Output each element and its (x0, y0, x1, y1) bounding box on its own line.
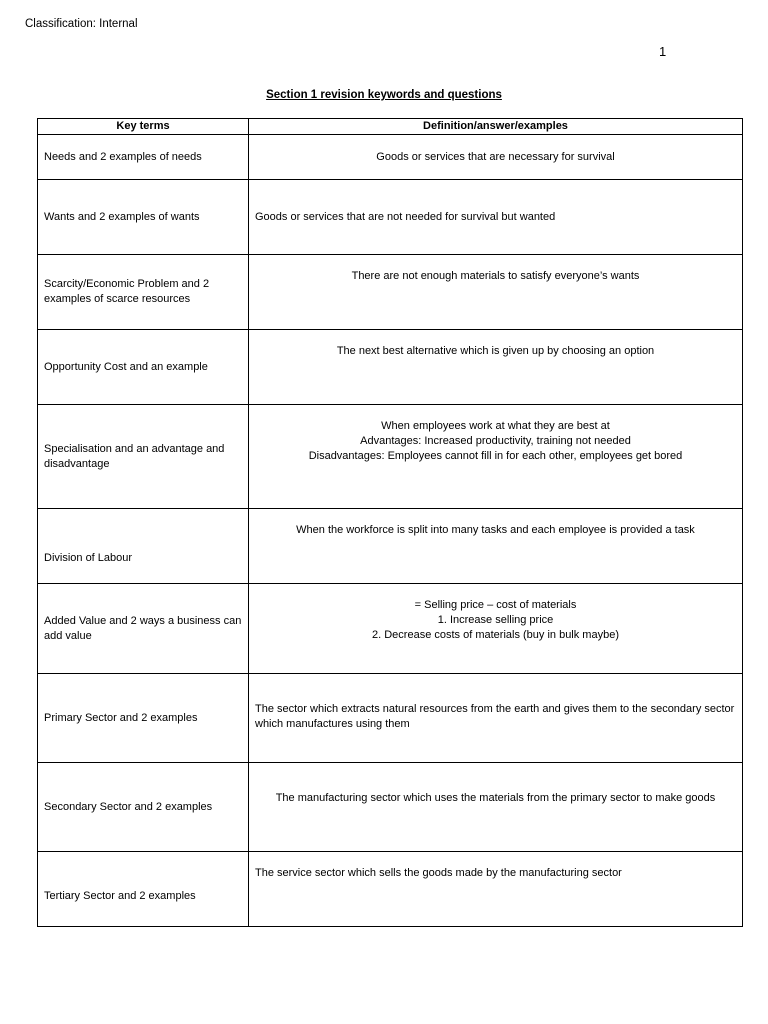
definition-text: Goods or services that are necessary for survival (376, 150, 615, 163)
term-cell: Wants and 2 examples of wants (38, 180, 249, 255)
term-cell: Division of Labour (38, 509, 249, 584)
definition-cell (249, 180, 743, 255)
definition-text: When employees work at what they are best at (381, 420, 610, 432)
definition-text: The sector which extracts natural resources from the earth and gives them to the secondary sector which manufactures using them (255, 703, 735, 730)
table-row (38, 330, 743, 405)
table-row (38, 180, 743, 255)
term-cell: Specialisation and an advantage and disadvantage (38, 405, 249, 509)
list-item: 2. Decrease costs of materials (buy in bulk maybe) (372, 629, 619, 641)
definition-cell (249, 255, 743, 330)
definition-text: The service sector which sells the goods made by the manufacturing sector (255, 867, 622, 879)
term-cell: Primary Sector and 2 examples (38, 674, 249, 763)
definition-text: There are not enough materials to satisfy everyone’s wants (351, 270, 640, 282)
definition-text: The next best alternative which is given up by choosing an option (336, 345, 655, 357)
definition-text: The manufacturing sector which uses the materials from the primary sector to make goods (275, 792, 716, 804)
table-row (38, 674, 743, 763)
column-header-key-terms: Key terms (38, 119, 249, 135)
definition-text: Advantages: Increased productivity, training not needed (360, 435, 631, 447)
definition-cell (249, 330, 743, 405)
page-number: 1 (659, 44, 667, 59)
definition-cell (249, 405, 743, 509)
definition-cell (249, 674, 743, 763)
table-row (38, 763, 743, 852)
definition-text: Goods or services that are not needed for survival but wanted (255, 210, 556, 223)
table-row (38, 584, 743, 674)
definition-cell (249, 584, 743, 674)
definition-text: = Selling price – cost of materials (414, 599, 577, 611)
definition-cell (249, 763, 743, 852)
page-title: Section 1 revision keywords and questions (266, 89, 502, 101)
table-row (38, 852, 743, 927)
table-row (38, 405, 743, 509)
table-header-row (38, 119, 743, 135)
table-row (38, 255, 743, 330)
revision-table (37, 118, 743, 927)
table-row (38, 509, 743, 584)
classification-label: Classification: Internal (25, 18, 138, 30)
table-row (38, 135, 743, 180)
term-cell: Needs and 2 examples of needs (38, 135, 249, 180)
term-cell: Opportunity Cost and an example (38, 330, 249, 405)
list-item: 1. Increase selling price (437, 614, 554, 626)
term-cell: Tertiary Sector and 2 examples (38, 852, 249, 927)
term-cell: Secondary Sector and 2 examples (38, 763, 249, 852)
definition-text: Disadvantages: Employees cannot fill in for each other, employees get bored (308, 450, 683, 462)
definition-text: When the workforce is split into many tasks and each employee is provided a task (296, 524, 695, 536)
term-cell: Scarcity/Economic Problem and 2 examples of scarce resources (38, 255, 249, 330)
definition-cell (249, 509, 743, 584)
definition-cell (249, 135, 743, 180)
definition-cell (249, 852, 743, 927)
column-header-definition: Definition/answer/examples (249, 119, 743, 135)
term-cell: Added Value and 2 ways a business can add value (38, 584, 249, 674)
